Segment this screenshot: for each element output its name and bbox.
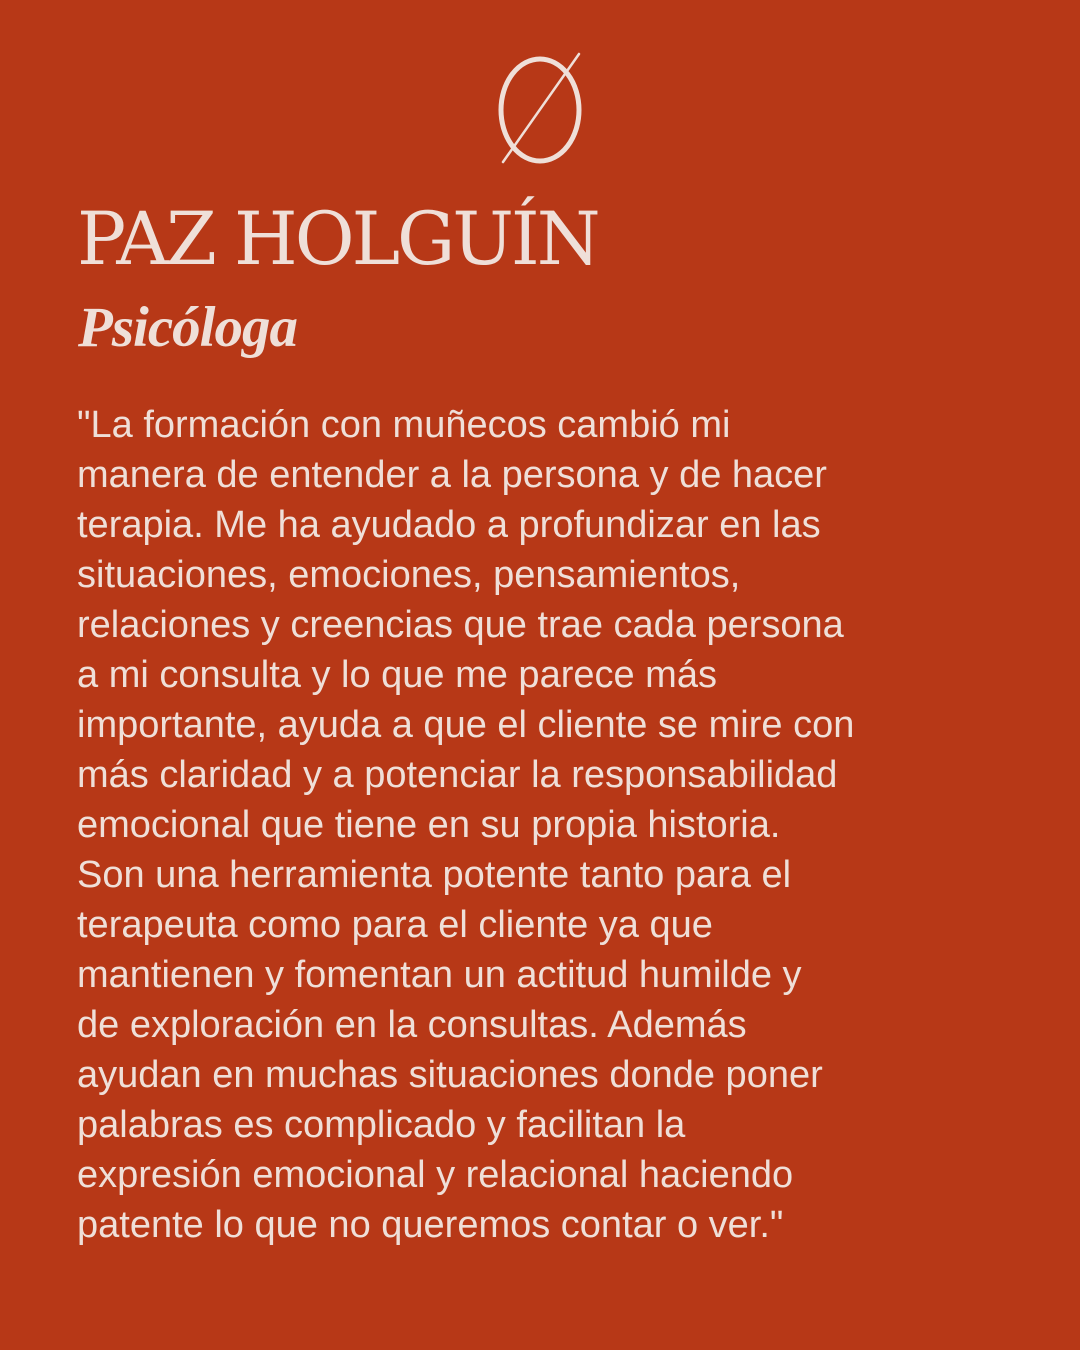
quote-line: situaciones, emociones, pensamientos, (77, 554, 741, 596)
person-name: PAZ HOLGUÍN (77, 197, 598, 282)
quote-line: a mi consulta y lo que me parece más (77, 654, 717, 696)
quote-line: patente lo que no queremos contar o ver." (77, 1204, 784, 1246)
testimonial-quote (77, 400, 967, 1250)
quote-line: terapeuta como para el cliente ya que (77, 904, 713, 946)
quote-line: emocional que tiene en su propia historia. (77, 804, 781, 846)
quote-line: más claridad y a potenciar la responsabilidad (77, 754, 838, 796)
quote-line: importante, ayuda a que el cliente se mire con (77, 704, 855, 746)
person-role: Psicóloga (78, 296, 297, 359)
slashed-o-monogram-icon (485, 46, 595, 170)
quote-line: Son una herramienta potente tanto para el (77, 854, 792, 896)
quote-line: expresión emocional y relacional haciendo (77, 1154, 794, 1196)
quote-line: mantienen y fomentan un actitud humilde y (77, 954, 802, 996)
quote-line: "La formación con muñecos cambió mi (77, 404, 731, 446)
quote-line: terapia. Me ha ayudado a profundizar en las (77, 504, 821, 546)
quote-line: palabras es complicado y facilitan la (77, 1104, 686, 1146)
quote-line: relaciones y creencias que trae cada persona (77, 604, 844, 646)
quote-line: de exploración en la consultas. Además (77, 1004, 747, 1046)
quote-line: ayudan en muchas situaciones donde poner (77, 1054, 823, 1096)
quote-line: manera de entender a la persona y de hacer (77, 454, 827, 496)
